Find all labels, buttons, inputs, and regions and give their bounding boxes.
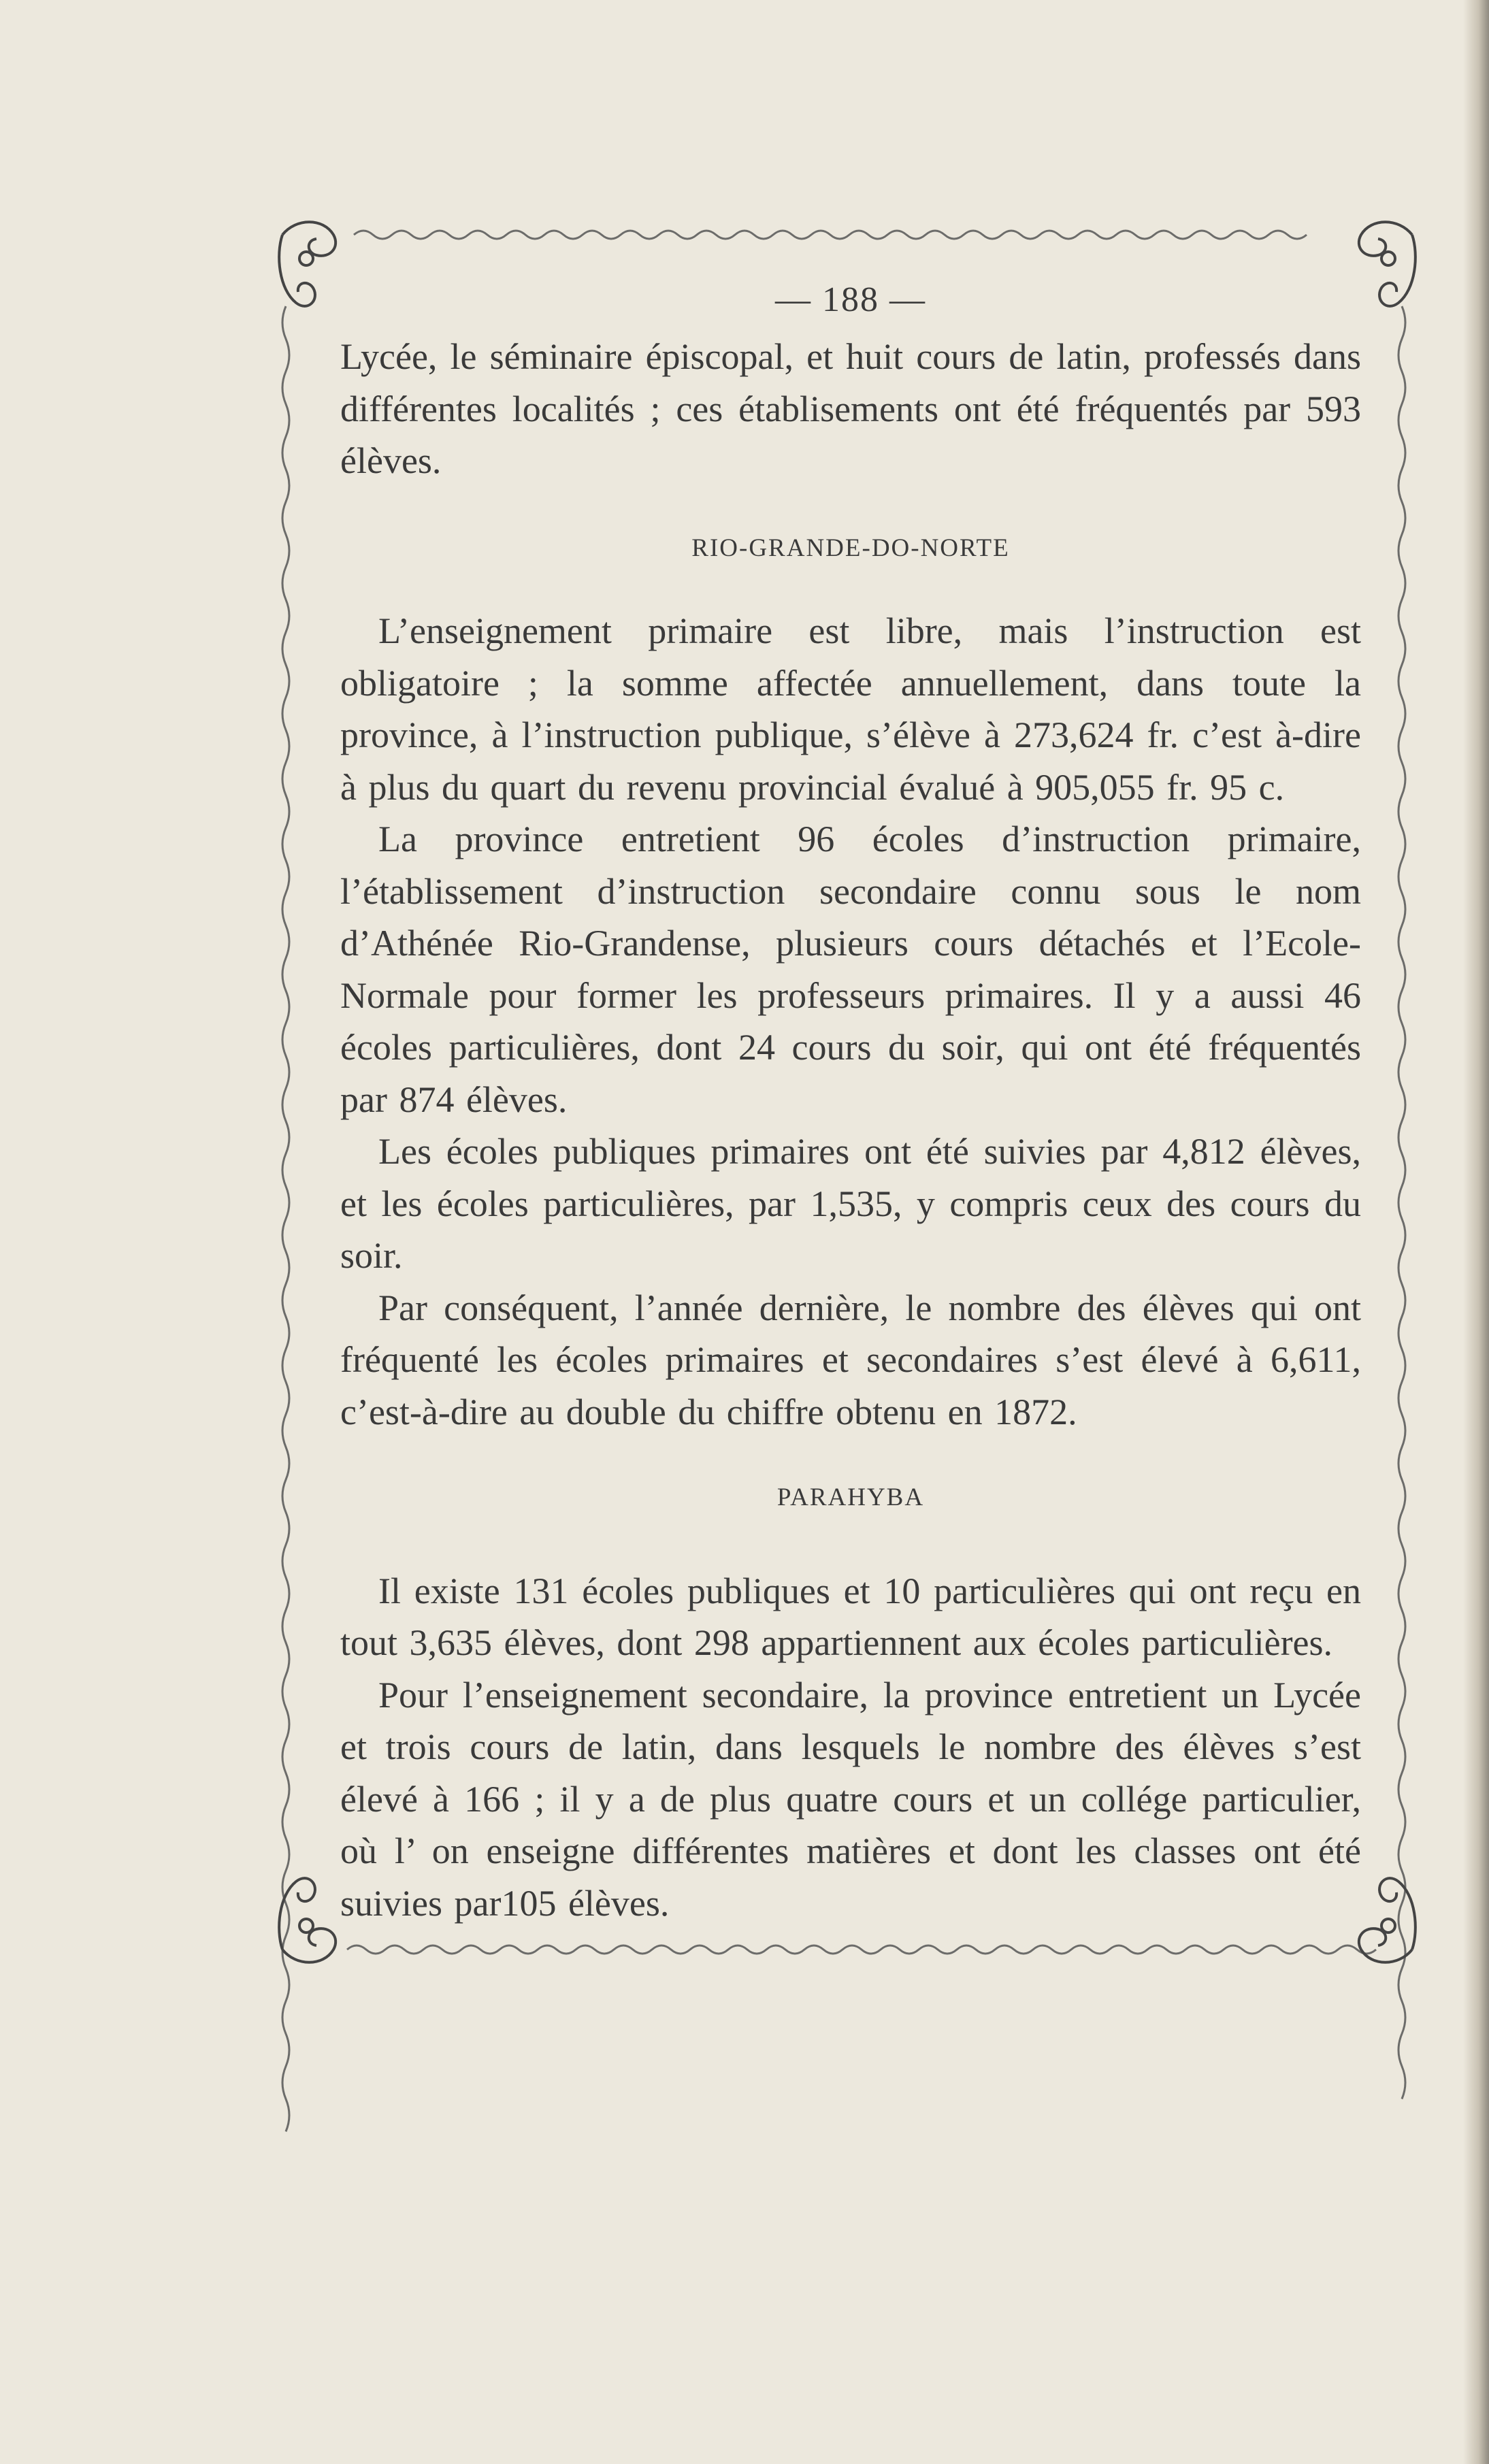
paragraph-intro: Lycée, le séminaire épiscopal, et huit cours de latin, professés dans différentes localités ; ces établisements ont été fréquentés par 593 élèves. [340, 336, 1361, 481]
frame-bottom-wave-2 [347, 1945, 1376, 1954]
heading-parahyba: PARAHYBA [776, 1483, 925, 1511]
paragraph-parahyba-2: Pour l’enseignement secondaire, la province entretient un Lycée et trois cours de latin, dans lesquels le nombre des élèves s’est élevé à 166 ; il y a de plus quatre cours et un collége particulier, où l’ on enseigne différentes matières et dont les classes ont été suivies par105 élèves. [340, 1674, 1361, 1924]
paragraph-rio-3: Les écoles publiques primaires ont été suivies par 4,812 élèves, et les écoles particulières, par 1,535, y compris ceux des cours du soir. [340, 1131, 1361, 1276]
corner-flourish-icon [279, 222, 336, 306]
frame-top-wave [354, 231, 1307, 239]
paragraph-rio-1: L’enseignement primaire est libre, mais l’instruction est obligatoire ; la somme affectée annuellement, dans toute la province, à l’instruction publique, s’élève à 273,624 fr. c’est à-dire à plus du quart du revenu provincial évalué à 905,055 fr. 95 c. [340, 610, 1361, 808]
paragraph-parahyba-1: Il existe 131 écoles publiques et 10 particulières qui ont reçu en tout 3,635 élèves, dont 298 appartiennent aux écoles particulières. [340, 1570, 1361, 1663]
paragraph-rio-2: La province entretient 96 écoles d’instruction primaire, l’établissement d’instruction secondaire connu sous le nom d’Athénée Rio-Grandense, plusieurs cours détachés et l’Ecole-Normale pour former les professeurs primaires. Il y a aussi 46 écoles particulières, dont 24 cours du soir, qui ont été fréquentés par 874 élèves. [340, 819, 1361, 1120]
corner-flourish-icon [279, 1878, 336, 1962]
paragraph-rio-4: Par conséquent, l’année dernière, le nombre des élèves qui ont fréquenté les écoles primaires et secondaires s’est élevé à 6,611, c’est-à-dire au double du chiffre obtenu en 1872. [340, 1287, 1361, 1432]
corner-flourish-icon [1359, 1878, 1416, 1962]
corner-flourish-icon [1359, 222, 1416, 306]
page-text [340, 269, 1361, 1929]
heading-rio-grande-do-norte: RIO-GRANDE-DO-NORTE [691, 533, 1010, 562]
frame-right-wave [1398, 306, 1405, 2099]
page-number: — 188 — [775, 280, 926, 319]
frame-left-wave [282, 306, 289, 2131]
